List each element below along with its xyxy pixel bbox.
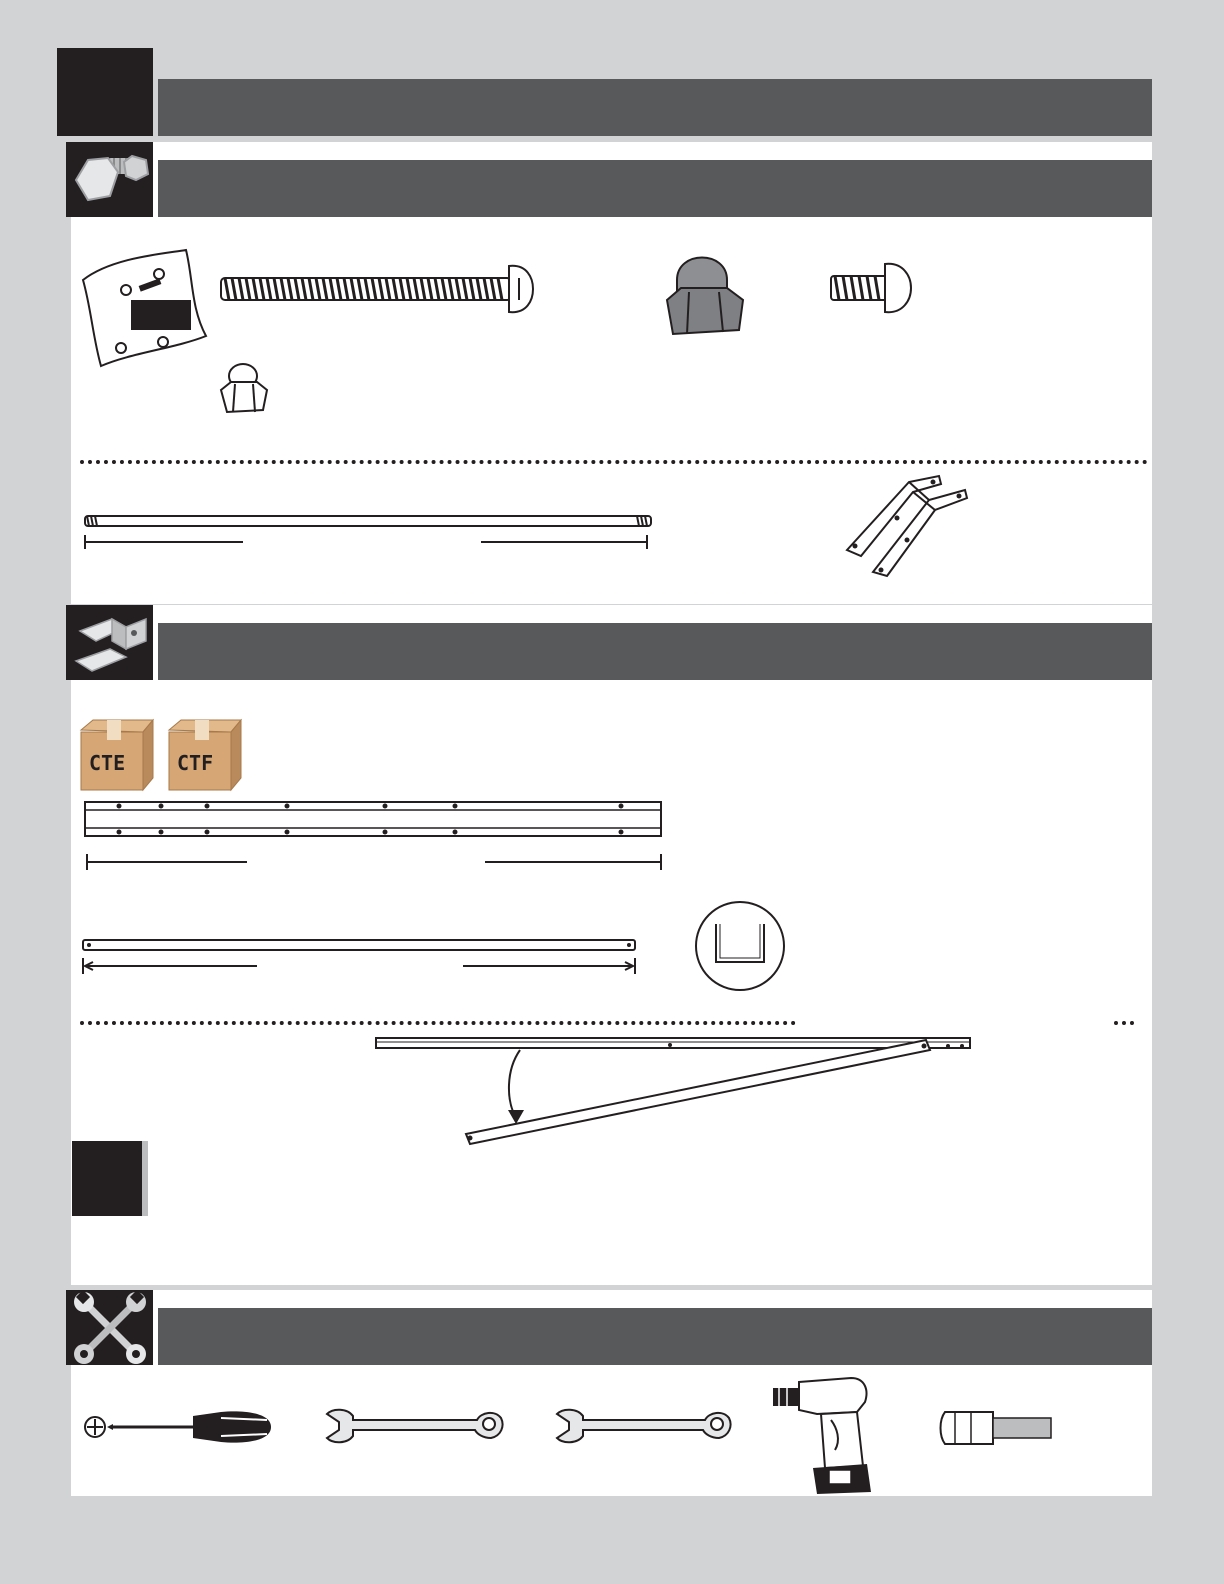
combination-wrench-icon (327, 1410, 503, 1443)
parts-section-icon-tile (66, 605, 153, 680)
angle-bracket-icon (847, 476, 967, 576)
tools-illustrations (71, 1370, 1152, 1496)
hardware-illustrations (71, 220, 1152, 600)
substep-block (72, 1141, 142, 1216)
parts-divider-right (1114, 1021, 1134, 1025)
substep-block-shadow (142, 1141, 148, 1216)
flat-strap-icon (83, 940, 635, 974)
tools-section-bar (158, 1308, 1152, 1365)
strap-profile-detail-icon (696, 902, 784, 990)
header-bar (158, 79, 1152, 136)
box-ctf-label: CTF (177, 751, 214, 775)
cap-nut-icon (667, 258, 743, 335)
bolt-nut-icon (66, 142, 153, 217)
socket-bit-icon (941, 1412, 1052, 1444)
bracket-icon (66, 605, 153, 680)
combination-wrench-icon (557, 1410, 731, 1443)
hardware-section-bar (158, 160, 1152, 217)
hardware-section-icon-tile (66, 142, 153, 217)
parts-section-bar (158, 623, 1152, 680)
small-nut-icon (221, 364, 267, 412)
box-cte-label: CTE (89, 751, 126, 775)
channel-rail-icon (85, 802, 661, 870)
parts-divider-left (80, 1021, 796, 1025)
rail-swing-diagram (370, 1030, 990, 1160)
hardware-bag-icon (83, 250, 206, 366)
threaded-rod-icon (85, 516, 651, 549)
power-drill-icon (773, 1378, 871, 1494)
hardware-divider (80, 460, 1148, 464)
long-bolt-icon (221, 266, 533, 312)
step-number-block (57, 48, 153, 136)
short-screw-icon (831, 264, 911, 312)
box-cte-icon (81, 720, 153, 790)
phillips-screwdriver-icon (85, 1411, 271, 1442)
box-ctf-icon (169, 720, 241, 790)
tools-section-icon-tile (66, 1290, 153, 1365)
wrench-crossed-icon (66, 1290, 153, 1365)
